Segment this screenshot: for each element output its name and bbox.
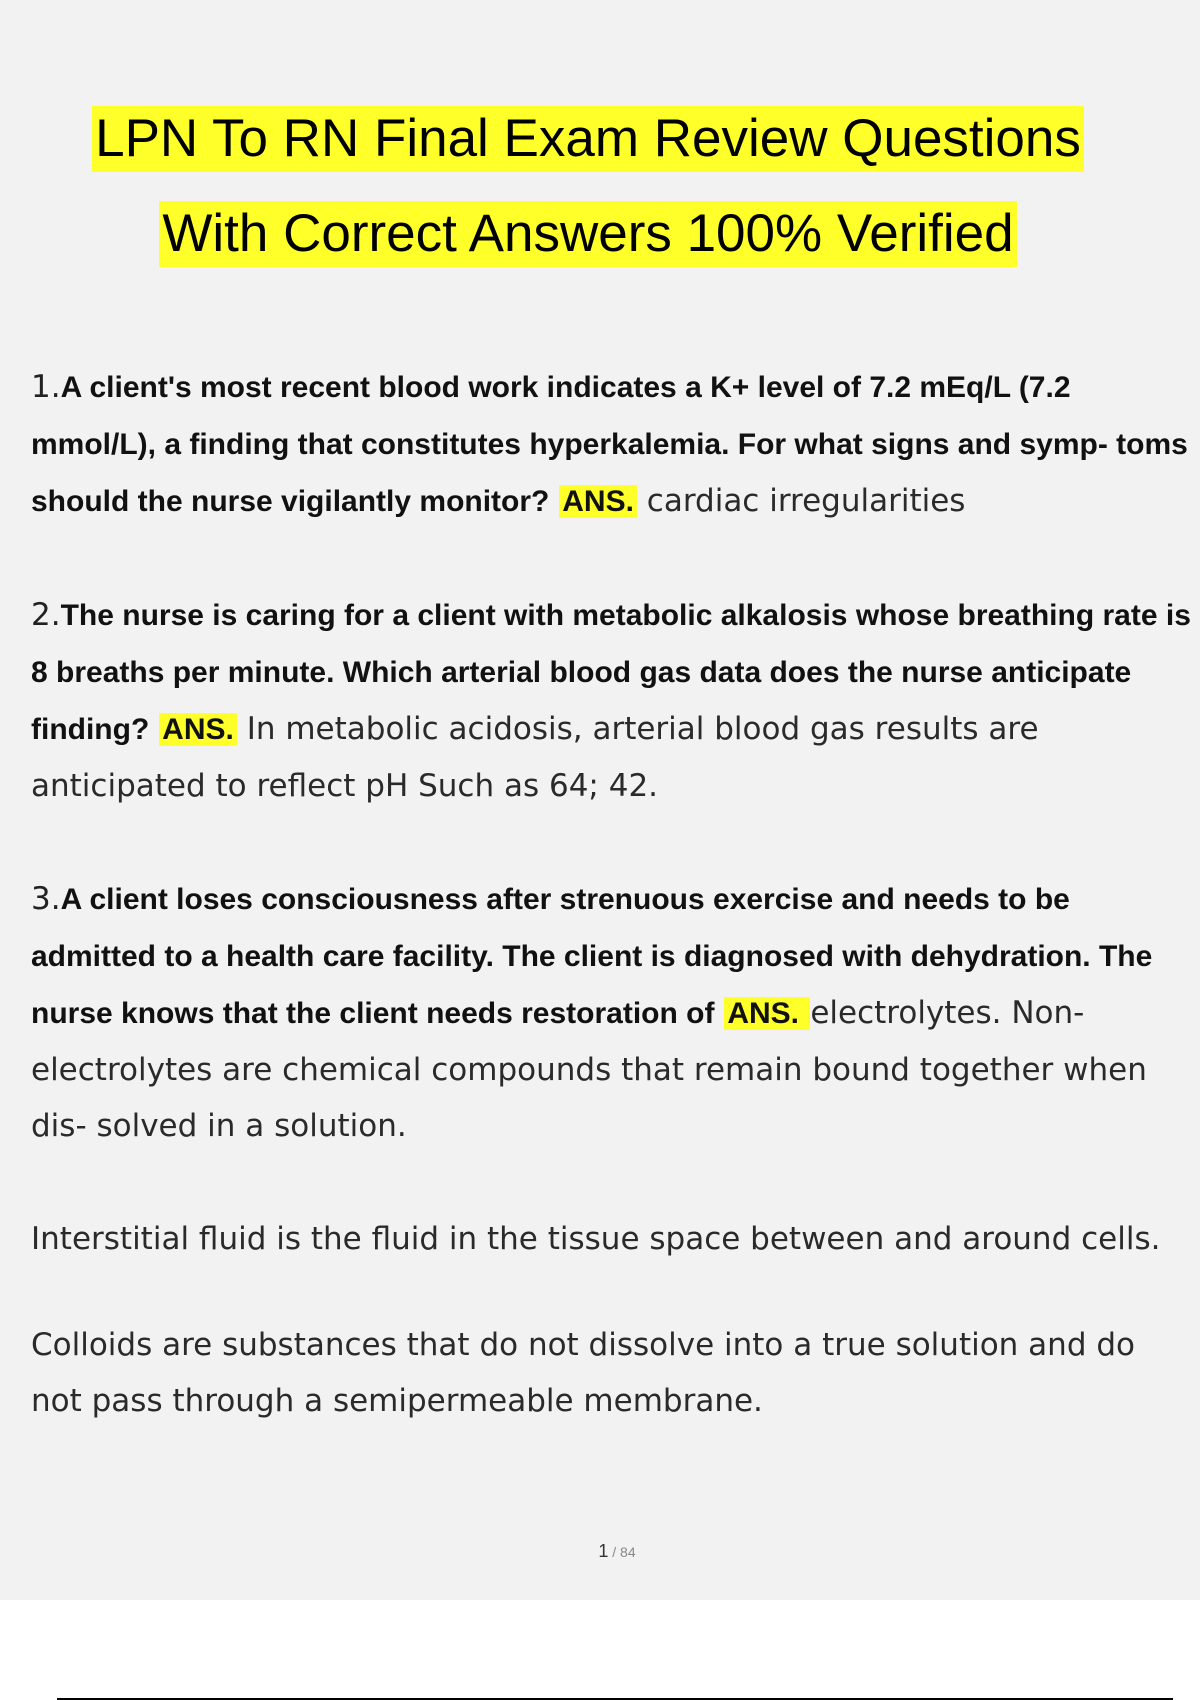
ans-label: ANS. <box>159 713 237 746</box>
title-line-1: LPN To RN Final Exam Review Questions <box>92 106 1084 172</box>
question-text: The nurse is caring for a client with metabolic alkalosis whose breathing rate is 8 breaths per minute. Which arterial blood gas data does the nurse anticipate finding? <box>31 599 1191 746</box>
question-text: A client's most recent blood work indicates a K+ level of 7.2 mEq/L (7.2 mmol/L), a finding that constitutes hyperkalemia. For what signs and symp- toms should the nurse vigilantly monitor? <box>31 371 1188 518</box>
title-line-2: With Correct Answers 100% Verified <box>159 201 1016 267</box>
document-title <box>0 106 1176 267</box>
ans-label: ANS. <box>724 997 810 1030</box>
colloids-paragraph: Colloids are substances that do not dissolve into a true solution and do not pass through a semipermeable membrane. <box>31 1327 1135 1419</box>
question-number: 1. <box>31 369 61 405</box>
ans-label: ANS. <box>559 485 637 518</box>
question-number: 2. <box>31 597 61 633</box>
interstitial-paragraph: Interstitial fluid is the fluid in the tissue space between and around cells. <box>31 1221 1161 1257</box>
current-page: 1 <box>598 1541 609 1561</box>
answer-text: electrolytes. Non-electrolytes are chemical compounds that remain bound together when dis- solved in a solution. <box>31 995 1147 1144</box>
question-item-2 <box>31 587 1191 814</box>
page-indicator <box>0 1541 1200 1562</box>
question-item-1 <box>31 359 1191 530</box>
question-item-3 <box>31 871 1191 1154</box>
document-body <box>31 359 1191 1429</box>
answer-text: In metabolic acidosis, arterial blood gas results are anticipated to reflect pH Such as 64; 42. <box>31 711 1039 804</box>
answer-text: cardiac irregularities <box>646 483 966 519</box>
total-pages: / 84 <box>608 1544 636 1560</box>
question-text: A client loses consciousness after strenuous exercise and needs to be admitted to a health care facility. The client is diagnosed with dehydration. The nurse knows that the client needs restoration of <box>31 883 1153 1030</box>
question-number: 3. <box>31 881 61 917</box>
